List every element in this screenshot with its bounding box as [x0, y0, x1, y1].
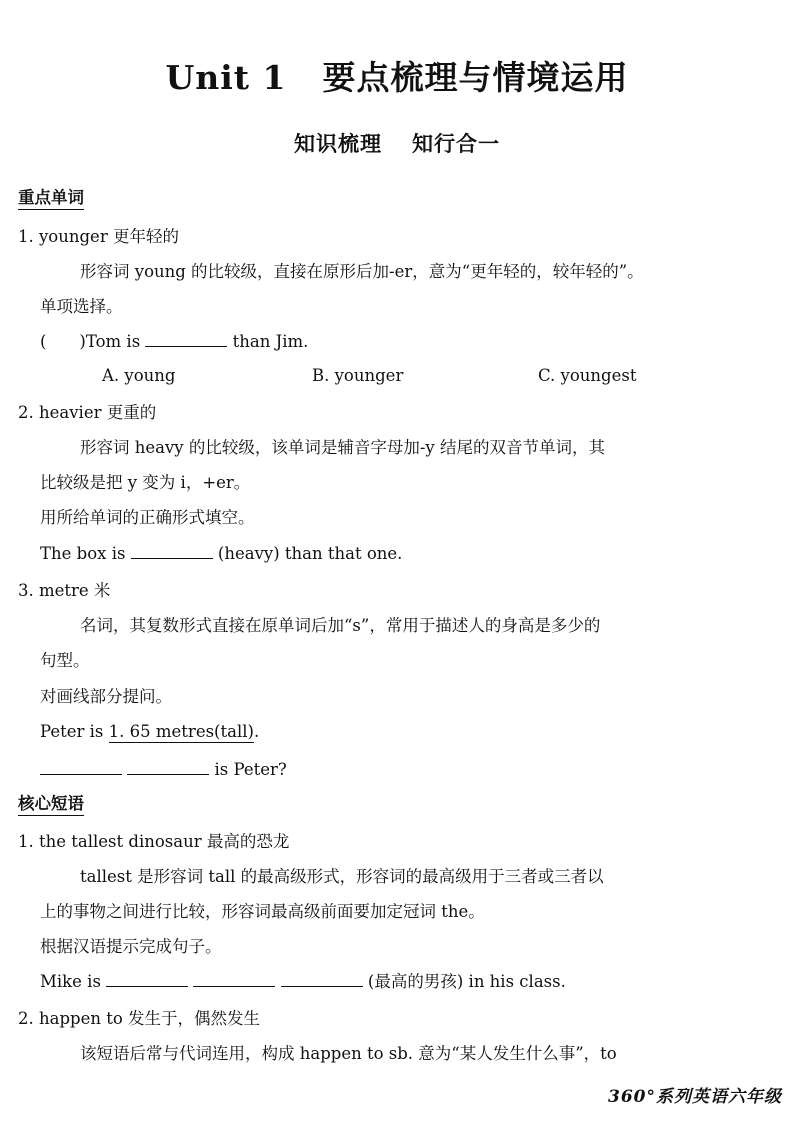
word-1-description: 形容词 young 的比较级，直接在原形后加-er，意为“更年轻的，较年轻的”。 — [80, 262, 644, 281]
word-1-task: 单项选择。 — [40, 297, 123, 316]
answer-blank[interactable] — [131, 544, 213, 559]
option-b[interactable]: B. younger — [312, 366, 404, 385]
word-3-description-1: 名词，其复数形式直接在原单词后加“s”，常用于描述人的身高是多少的 — [80, 616, 601, 635]
word-2-task: 用所给单词的正确形式填空。 — [40, 508, 255, 527]
answer-blank-2[interactable] — [193, 972, 275, 987]
word-3-description-2: 句型。 — [40, 651, 90, 670]
word-3-task: 对画线部分提问。 — [40, 687, 172, 706]
word-2-description-1: 形容词 heavy 的比较级，该单词是辅音字母加-y 结尾的双音节单词，其 — [80, 438, 606, 457]
answer-paren[interactable]: ( ) — [40, 332, 86, 351]
phrase-1-task: 根据汉语提示完成句子。 — [40, 937, 222, 956]
phrase-2-heading: 2. happen to 发生于，偶然发生 — [18, 1009, 261, 1028]
answer-blank-3[interactable] — [281, 972, 363, 987]
answer-blank-2[interactable] — [127, 760, 209, 775]
phrase-1-description-1: tallest 是形容词 tall 的最高级形式，形容词的最高级用于三者或三者以 — [80, 867, 604, 886]
section-core-phrases: 核心短语 — [18, 794, 84, 816]
answer-blank-1[interactable] — [40, 760, 122, 775]
word-2-question: The box is (heavy) than that one. — [40, 544, 403, 563]
phrase-2-description-1: 该短语后常与代词连用，构成 happen to sb. 意为“某人发生什么事”，to — [80, 1044, 617, 1063]
subtitle-right: 知行合一 — [412, 131, 500, 156]
page-subtitle — [0, 128, 794, 158]
word-3-question: Peter is 1. 65 metres(tall). — [40, 722, 260, 741]
answer-blank-1[interactable] — [106, 972, 188, 987]
option-a[interactable]: A. young — [102, 366, 176, 385]
word-1-question: ( )Tom is than Jim. — [40, 332, 309, 351]
unit-label: Unit 1 — [165, 58, 287, 97]
underlined-part: 1. 65 metres(tall) — [108, 722, 254, 741]
word-3-heading: 3. metre 米 — [18, 581, 111, 600]
word-2-description-2: 比较级是把 y 变为 i，+er。 — [40, 473, 251, 492]
series-footer: 360°系列英语六年级 — [608, 1087, 782, 1107]
word-2-heading: 2. heavier 更重的 — [18, 403, 157, 422]
word-1-heading: 1. younger 更年轻的 — [18, 227, 179, 246]
option-c[interactable]: C. youngest — [538, 366, 637, 385]
word-3-answer-line: is Peter? — [40, 759, 287, 781]
subtitle-left: 知识梳理 — [294, 131, 382, 156]
answer-blank[interactable] — [145, 332, 227, 347]
phrase-1-heading: 1. the tallest dinosaur 最高的恐龙 — [18, 832, 290, 851]
phrase-1-description-2: 上的事物之间进行比较，形容词最高级前面要加定冠词 the。 — [40, 902, 485, 921]
title-text: 要点梳理与情境运用 — [322, 58, 629, 97]
phrase-1-question: Mike is (最高的男孩) in his class. — [40, 972, 566, 991]
page-title — [0, 52, 794, 99]
section-key-words: 重点单词 — [18, 188, 84, 210]
